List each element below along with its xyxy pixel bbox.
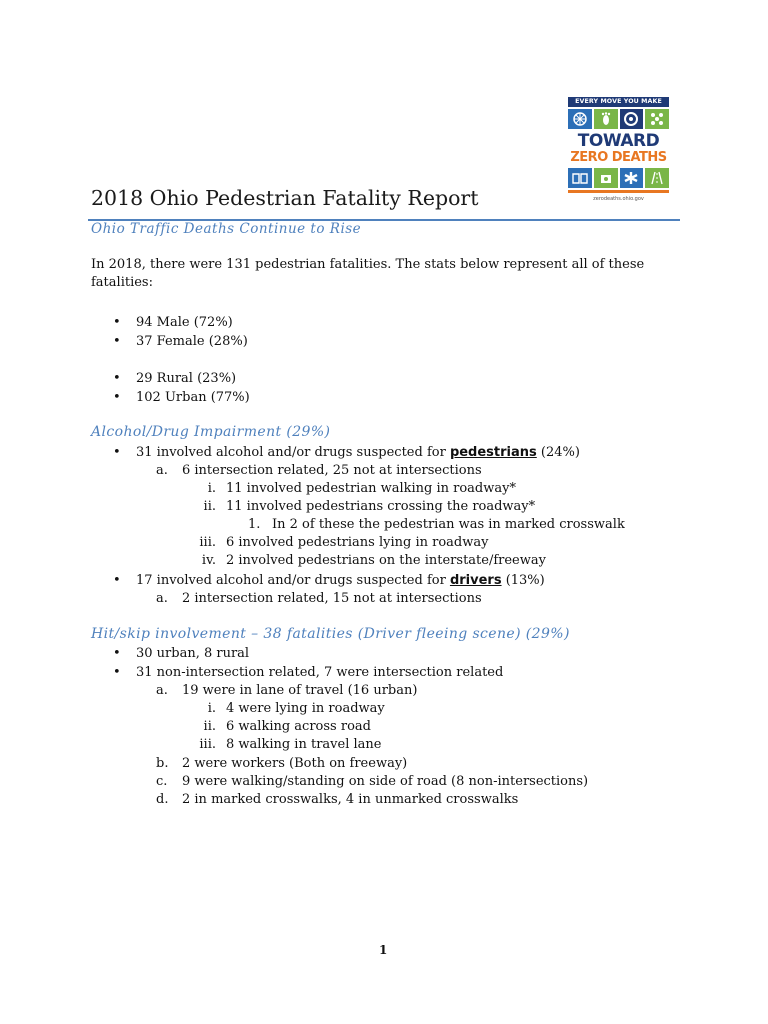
list-marker: iv. (201, 553, 216, 568)
list-item: 11 involved pedestrians crossing the roadway* (226, 499, 536, 514)
list-item: 2 involved pedestrians on the interstate/freeway (226, 553, 546, 568)
list-marker: iii. (199, 535, 216, 550)
toward-zero-deaths-logo (566, 95, 671, 207)
item-text: (13%) (501, 573, 545, 588)
bullet-icon: • (113, 665, 121, 680)
bullet-icon: • (113, 573, 121, 588)
list-item: 94 Male (72%) (136, 315, 233, 330)
list-item: 2 in marked crosswalks, 4 in unmarked crosswalks (182, 792, 519, 807)
list-marker: i. (207, 481, 216, 496)
list-item: 6 walking across road (226, 719, 371, 734)
list-item: 4 were lying in roadway (226, 701, 385, 716)
intro-paragraph: In 2018, there were 131 pedestrian fatalities. The stats below represent all of these fatalities: (91, 257, 645, 290)
section-heading-hit-skip: Hit/skip involvement – 38 fatalities (Driver fleeing scene) (29%) (91, 626, 570, 642)
logo-word-zero-deaths: ZERO DEATHS (570, 150, 667, 165)
item-text: 31 involved alcohol and/or drugs suspected for (136, 445, 450, 460)
scale-icon (594, 168, 618, 188)
list-marker: iii. (199, 737, 216, 752)
list-item: In 2 of these the pedestrian was in marked crosswalk (272, 517, 625, 532)
logo-icon-row-bottom (568, 168, 669, 188)
bullet-icon: • (113, 445, 121, 460)
list-item: 6 intersection related, 25 not at intersections (182, 463, 482, 478)
list-marker: a. (156, 463, 168, 478)
list-marker: a. (156, 591, 168, 606)
bullet-icon: • (113, 646, 121, 661)
list-marker: c. (156, 774, 168, 789)
list-item: 31 non-intersection related, 7 were intersection related (136, 665, 504, 680)
page-title: 2018 Ohio Pedestrian Fatality Report (91, 186, 479, 210)
emphasis-pedestrians: pedestrians (449, 445, 537, 460)
list-item: 102 Urban (77%) (136, 390, 250, 405)
list-marker: ii. (203, 719, 216, 734)
book-icon (568, 168, 592, 188)
star-of-life-icon (620, 168, 644, 188)
logo-stripe (568, 190, 669, 193)
list-marker: ii. (203, 499, 216, 514)
dots-pattern-icon (645, 109, 669, 129)
bullet-icon: • (113, 371, 121, 386)
page-subtitle: Ohio Traffic Deaths Continue to Rise (91, 221, 362, 237)
list-item: 2 were workers (Both on freeway) (182, 756, 408, 771)
list-marker: i. (207, 701, 216, 716)
logo-word-toward: TOWARD (577, 131, 660, 151)
footprint-icon (594, 109, 618, 129)
list-item: 29 Rural (23%) (136, 371, 237, 386)
item-text: (24%) (536, 445, 580, 460)
tire-icon (620, 109, 644, 129)
list-item: 30 urban, 8 rural (136, 646, 250, 661)
emphasis-drivers: drivers (449, 573, 502, 588)
bullet-icon: • (113, 334, 121, 349)
bullet-icon: • (113, 315, 121, 330)
list-marker: d. (156, 792, 169, 807)
list-item: 11 involved pedestrian walking in roadway* (226, 481, 516, 496)
list-item: 6 involved pedestrians lying in roadway (226, 535, 489, 550)
list-marker: 1. (248, 517, 261, 532)
logo-icon-row-top (568, 109, 669, 129)
list-item: 8 walking in travel lane (226, 737, 382, 752)
bicycle-wheel-icon (568, 109, 592, 129)
list-item: 19 were in lane of travel (16 urban) (182, 683, 418, 698)
list-marker: b. (156, 756, 169, 771)
list-item: 37 Female (28%) (136, 334, 248, 349)
bullet-icon: • (113, 390, 121, 405)
list-item-pedestrians (136, 444, 580, 462)
road-icon (645, 168, 669, 188)
list-item: 9 were walking/standing on side of road (8 non-intersections) (182, 774, 589, 789)
section-heading-alcohol: Alcohol/Drug Impairment (29%) (91, 424, 331, 440)
logo-tagline: EVERY MOVE YOU MAKE (568, 97, 669, 107)
list-marker: a. (156, 683, 168, 698)
page-number: 1 (379, 943, 388, 957)
list-item: 2 intersection related, 15 not at intersections (182, 591, 482, 606)
list-item-drivers (136, 572, 545, 590)
item-text: 17 involved alcohol and/or drugs suspected for (136, 573, 450, 588)
logo-url: zerodeaths.ohio.gov (593, 196, 644, 202)
